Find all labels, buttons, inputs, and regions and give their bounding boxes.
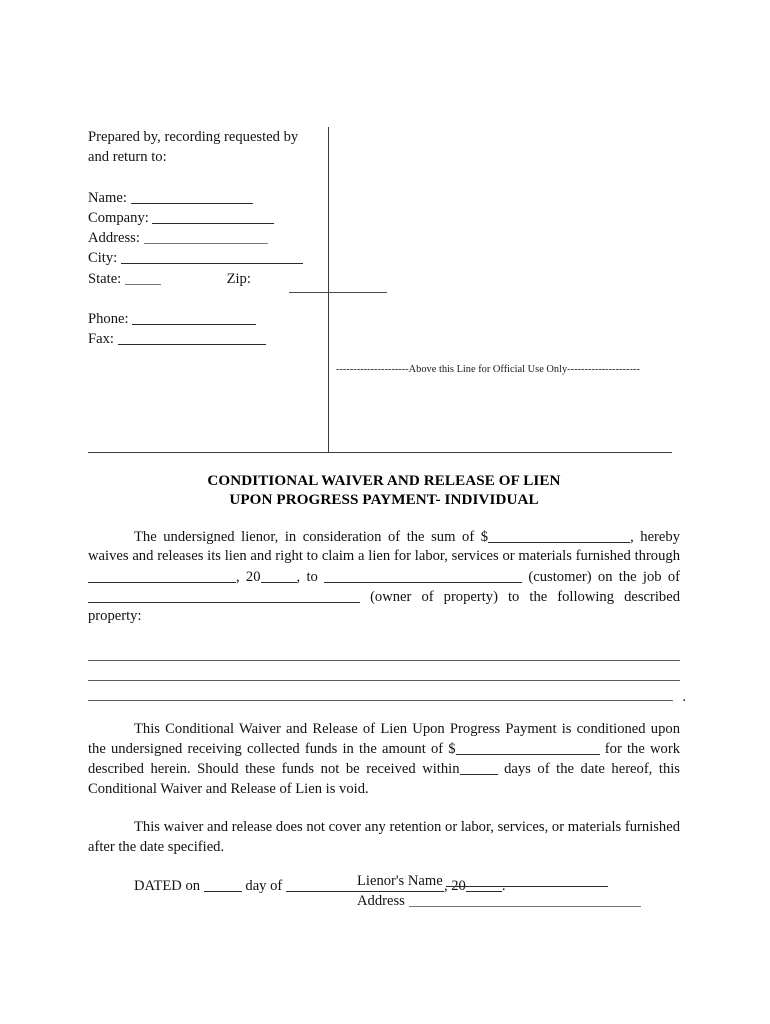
- field-name-label: Name:: [88, 189, 127, 206]
- property-description-lines: [88, 641, 686, 706]
- paragraph-1-seg-6: (owner of property) to the following described property:: [88, 588, 680, 625]
- field-state-zip-row: [88, 269, 328, 289]
- paragraph-1-seg-1: The undersigned lienor, in consideration of the sum of $: [134, 528, 489, 545]
- field-fax-input-rule[interactable]: [118, 329, 266, 345]
- lienor-name-label: Lienor's Name: [357, 873, 443, 889]
- signature-address-label: Address: [357, 893, 405, 910]
- recording-heading-line-2: and return to:: [88, 149, 167, 166]
- lienor-name-rule[interactable]: [446, 871, 608, 887]
- paragraph-1-seg-2: , hereby waives and releases its lien and right to claim a lien for labor, services or materials furnished through: [88, 528, 680, 565]
- sum-amount-rule[interactable]: [488, 527, 630, 543]
- field-company-label: Company:: [88, 209, 149, 226]
- paragraph-3: [88, 818, 680, 857]
- field-city-row: [88, 248, 328, 268]
- recording-heading-line-1: Prepared by, recording requested by: [88, 129, 299, 145]
- dated-line-seg-1: DATED on: [134, 877, 201, 894]
- dated-day-rule[interactable]: [204, 876, 242, 892]
- field-state-label: State:: [88, 270, 122, 287]
- recording-request-block: [88, 127, 328, 350]
- paragraph-2: [88, 720, 680, 799]
- signature-block: [357, 871, 687, 912]
- paragraph-3-seg-1: This waiver and release does not cover any retention or labor, services, or materials furnished after the date specified.: [88, 819, 680, 855]
- document-body: [88, 527, 686, 896]
- paragraph-1: [88, 527, 680, 627]
- paragraph-2-seg-3: days of the date hereof, this Conditional Waiver and Release of Lien is void.: [88, 761, 680, 797]
- paragraph-gap-2: [88, 799, 680, 818]
- property-lines-period: .: [682, 689, 686, 706]
- field-zip-input-rule[interactable]: [289, 292, 387, 293]
- field-address-row: [88, 228, 328, 248]
- field-fax-row: [88, 329, 328, 349]
- lienor-name-row: [357, 871, 687, 891]
- collected-funds-amount-rule[interactable]: [456, 739, 600, 755]
- property-line-2[interactable]: [88, 661, 680, 681]
- field-address-label: Address:: [88, 230, 140, 247]
- paragraph-1-seg-3: , 20: [236, 568, 261, 585]
- days-count-rule[interactable]: [460, 759, 498, 775]
- paragraph-2-seg-1: This Conditional Waiver and Release of Lien Upon Progress Payment is conditioned upon the undersigned receiving collected funds in the amount of $: [88, 720, 680, 757]
- furnished-through-date-rule[interactable]: [88, 567, 236, 583]
- vertical-divider-rule: [328, 127, 329, 453]
- field-company-input-rule[interactable]: [152, 208, 274, 224]
- recording-spacer: [88, 168, 328, 188]
- field-address-input-rule[interactable]: [144, 228, 268, 244]
- official-use-caption: ---------------------Above this Line for Official Use Only---------------------: [336, 364, 640, 375]
- field-city-label: City:: [88, 250, 118, 267]
- paragraph-gap-1: [88, 701, 680, 720]
- field-phone-input-rule[interactable]: [132, 309, 256, 325]
- field-zip-label: Zip:: [226, 270, 251, 287]
- field-phone-row: [88, 309, 328, 329]
- paragraph-2-seg-2: for the work described herein. Should these funds not be received within: [88, 741, 680, 778]
- field-fax-label: Fax:: [88, 331, 114, 348]
- field-name-row: [88, 188, 328, 208]
- dated-line-seg-4: .: [501, 877, 506, 894]
- field-phone-label: Phone:: [88, 311, 129, 328]
- field-city-input-rule[interactable]: [121, 249, 303, 265]
- field-zip-group: [165, 269, 251, 289]
- page-title: [88, 472, 680, 511]
- paragraph-1-seg-5: (customer) on the job of: [528, 568, 681, 585]
- field-state-input-rule[interactable]: [125, 269, 161, 285]
- signature-address-rule[interactable]: [409, 891, 641, 907]
- furnished-through-year-rule[interactable]: [261, 567, 297, 583]
- property-line-1[interactable]: [88, 641, 680, 661]
- property-line-3[interactable]: [88, 681, 673, 701]
- page-title-line-2: UPON PROGRESS PAYMENT- INDIVIDUAL: [229, 492, 539, 509]
- paragraph-1-seg-4: , to: [296, 568, 318, 585]
- dated-line-seg-2: day of: [245, 877, 283, 894]
- customer-name-rule[interactable]: [324, 567, 522, 583]
- property-line-3-row: [88, 681, 686, 706]
- horizontal-divider-rule: [88, 452, 672, 453]
- owner-of-property-rule[interactable]: [88, 587, 360, 603]
- field-name-input-rule[interactable]: [131, 188, 253, 204]
- field-company-row: [88, 208, 328, 228]
- signature-address-row: [357, 891, 687, 911]
- dated-line-seg-3: , 20: [443, 877, 466, 894]
- page-title-line-1: CONDITIONAL WAIVER AND RELEASE OF LIEN: [207, 473, 561, 489]
